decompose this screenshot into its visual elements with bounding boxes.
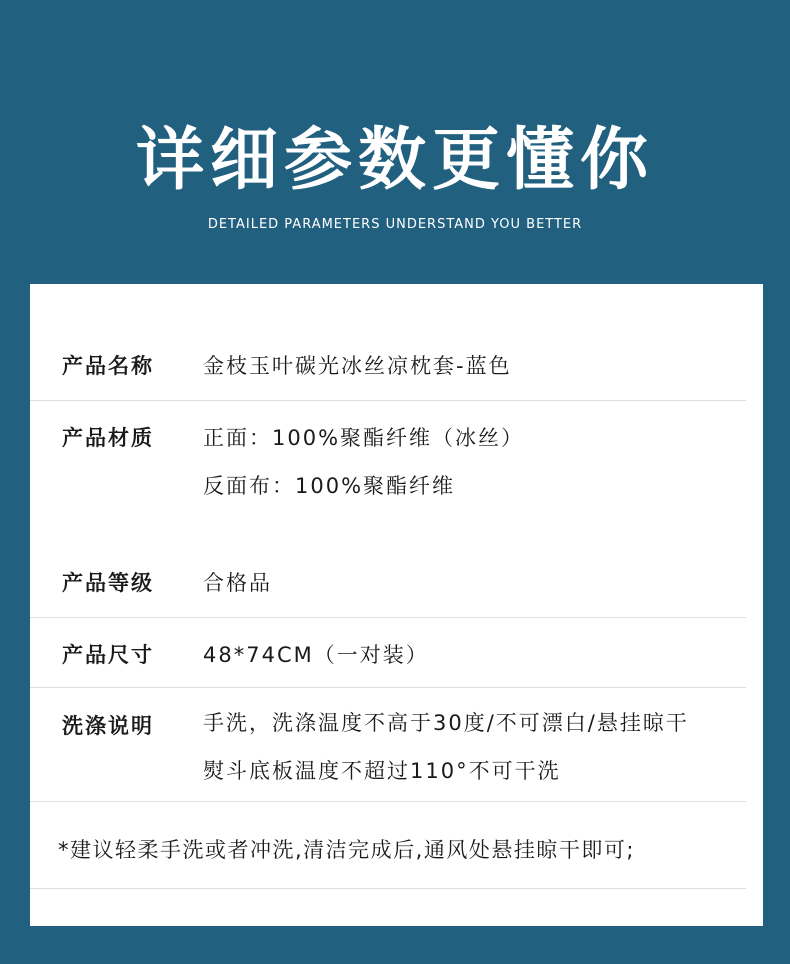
divider xyxy=(30,801,746,802)
divider xyxy=(30,687,746,688)
divider xyxy=(30,400,746,401)
divider xyxy=(30,617,746,618)
param-value-name: 金枝玉叶碳光冰丝凉枕套-蓝色 xyxy=(203,354,512,378)
param-value-washing-2: 熨斗底板温度不超过110°不可干洗 xyxy=(203,759,561,783)
param-value-size: 48*74CM（一对装） xyxy=(203,643,429,667)
param-value-washing-1: 手洗，洗涤温度不高于30度/不可漂白/悬挂晾干 xyxy=(203,711,689,735)
parameters-card xyxy=(30,284,763,926)
care-note: *建议轻柔手洗或者冲洗,清洁完成后,通风处悬挂晾干即可; xyxy=(58,838,635,862)
page-subtitle: DETAILED PARAMETERS UNDERSTAND YOU BETTER xyxy=(207,217,583,232)
param-value-material-back: 反面布：100%聚酯纤维 xyxy=(203,474,456,498)
param-label-size: 产品尺寸 xyxy=(62,643,154,667)
divider xyxy=(30,888,746,889)
param-value-material-front: 正面：100%聚酯纤维（冰丝） xyxy=(203,426,525,450)
param-label-washing: 洗涤说明 xyxy=(62,714,154,738)
param-value-grade: 合格品 xyxy=(203,571,272,595)
param-label-name: 产品名称 xyxy=(62,354,154,378)
param-label-material: 产品材质 xyxy=(62,426,154,450)
page-title: 详细参数更懂你 xyxy=(135,121,654,200)
param-label-grade: 产品等级 xyxy=(62,571,154,595)
